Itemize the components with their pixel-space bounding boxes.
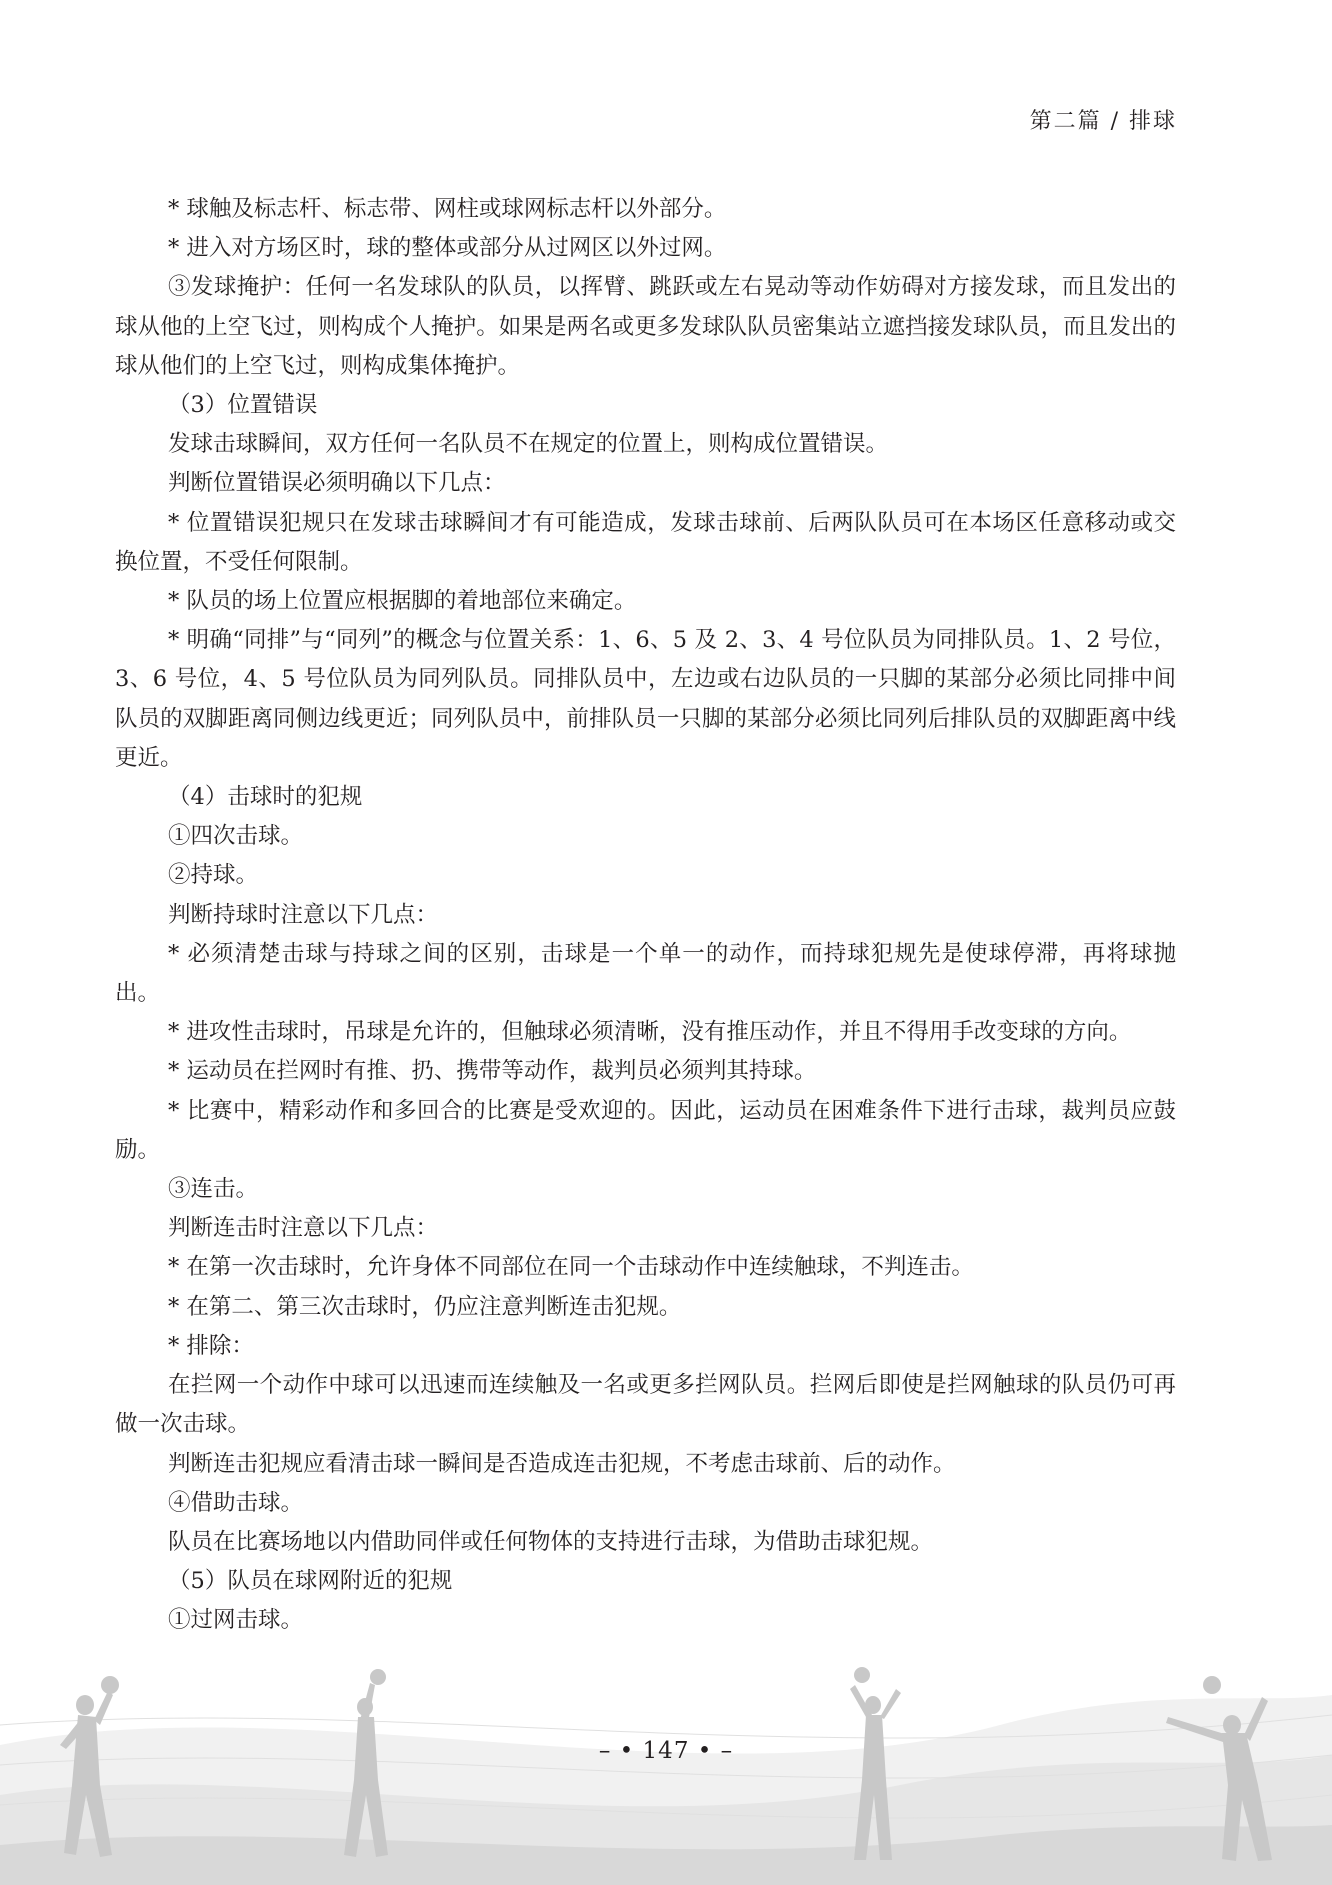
paragraph: * 明确“同排”与“同列”的概念与位置关系：1、6、5 及 2、3、4 号位队员为同排队员。1、2 号位，3、6 号位，4、5 号位队员为同列队员。同排队员中，左边或右边队员的一只脚的某部分必须比同排中间队员的双脚距离同侧边线更近；同列队员中，前排队员一只脚的某部分必须比同列后排队员的双脚距离中线更近。 <box>115 627 1176 771</box>
paragraph: * 运动员在拦网时有推、扔、携带等动作，裁判员必须判其持球。 <box>168 1058 817 1085</box>
paragraph: * 球触及标志杆、标志带、网柱或球网标志杆以外部分。 <box>168 196 727 222</box>
paragraph: （5）队员在球网附近的犯规 <box>168 1568 453 1595</box>
paragraph: * 比赛中，精彩动作和多回合的比赛是受欢迎的。因此，运动员在困难条件下进行击球，裁判员应鼓励。 <box>115 1097 1176 1163</box>
paragraph: 判断连击时注意以下几点： <box>168 1215 439 1242</box>
paragraph: 队员在比赛场地以内借助同伴或任何物体的支持进行击球，为借助击球犯规。 <box>168 1528 934 1555</box>
paragraph: * 位置错误犯规只在发球击球瞬间才有可能造成，发球击球前、后两队队员可在本场区任意移动或交换位置，不受任何限制。 <box>115 509 1176 575</box>
paragraph: * 必须清楚击球与持球之间的区别，击球是一个单一的动作，而持球犯规先是使球停滞，再将球抛出。 <box>115 940 1176 1007</box>
paragraph: ①过网击球。 <box>168 1607 304 1634</box>
paragraph: （3）位置错误 <box>168 392 318 419</box>
paragraph: 判断位置错误必须明确以下几点： <box>168 470 506 497</box>
running-header: 第二篇 / 排球 <box>1029 109 1177 134</box>
paragraph: 发球击球瞬间，双方任何一名队员不在规定的位置上，则构成位置错误。 <box>168 431 889 458</box>
paragraph: 在拦网一个动作中球可以迅速而连续触及一名或更多拦网队员。拦网后即使是拦网触球的队员仍可再做一次击球。 <box>115 1372 1176 1438</box>
paragraph: * 在第二、第三次击球时，仍应注意判断连击犯规。 <box>168 1293 682 1320</box>
paragraph: 判断持球时注意以下几点： <box>168 901 439 928</box>
paragraph: 判断连击犯规应看清击球一瞬间是否造成连击犯规，不考虑击球前、后的动作。 <box>168 1450 956 1477</box>
paragraph: ①四次击球。 <box>168 823 304 850</box>
page-number: – • 147 • – <box>598 1738 734 1764</box>
paragraph: ④借助击球。 <box>168 1489 304 1516</box>
paragraph: ②持球。 <box>168 862 259 889</box>
paragraph: * 进入对方场区时，球的整体或部分从过网区以外过网。 <box>168 235 727 262</box>
paragraph: * 队员的场上位置应根据脚的着地部位来确定。 <box>168 588 637 615</box>
paragraph: * 在第一次击球时，允许身体不同部位在同一个击球动作中连续触球，不判连击。 <box>168 1254 974 1281</box>
paragraph: ③发球掩护：任何一名发球队的队员，以挥臂、跳跃或左右晃动等动作妨碍对方接发球，而且发出的球从他的上空飞过，则构成个人掩护。如果是两名或更多发球队队员密集站立遮挡接发球队员，而且发出的球从他们的上空飞过，则构成集体掩护。 <box>115 274 1176 379</box>
paragraph: （4）击球时的犯规 <box>168 784 363 811</box>
paragraph: * 进攻性击球时，吊球是允许的，但触球必须清晰，没有推压动作，并且不得用手改变球的方向。 <box>168 1019 1132 1046</box>
volleyball-footer-illustration <box>0 1665 1332 1885</box>
paragraph: ③连击。 <box>168 1176 259 1203</box>
paragraph: * 排除： <box>168 1332 254 1359</box>
body-text <box>115 190 1176 1641</box>
